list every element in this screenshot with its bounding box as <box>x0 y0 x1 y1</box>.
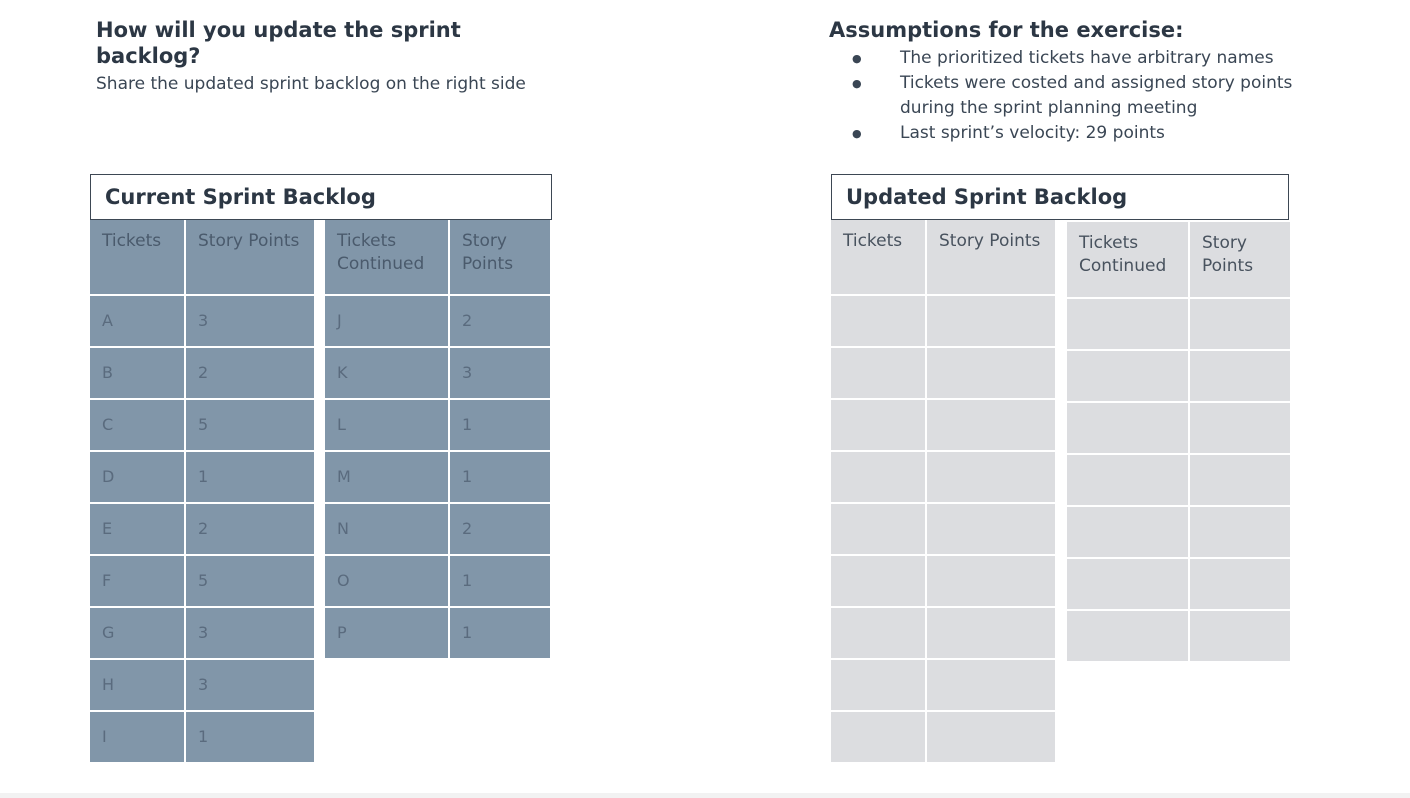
column-header-story-points: Story Points <box>1190 222 1290 297</box>
table-row <box>90 556 314 606</box>
table-row <box>90 452 314 502</box>
table-row <box>90 348 314 398</box>
ticket-cell: L <box>325 400 448 450</box>
updated-backlog-title: Updated Sprint Backlog <box>831 174 1289 220</box>
ticket-cell: G <box>90 608 184 658</box>
empty-points-cell[interactable] <box>1190 507 1290 557</box>
empty-ticket-cell[interactable] <box>1067 559 1188 609</box>
updated-backlog-table-left <box>829 218 1057 764</box>
table-row <box>831 556 1055 606</box>
assumption-item: ● Tickets were costed and assigned story points during the sprint planning meeting <box>829 71 1309 121</box>
table-row <box>1067 559 1290 609</box>
ticket-cell: E <box>90 504 184 554</box>
ticket-cell: F <box>90 556 184 606</box>
ticket-cell: P <box>325 608 448 658</box>
table-row <box>90 504 314 554</box>
ticket-cell: C <box>90 400 184 450</box>
empty-ticket-cell[interactable] <box>831 608 925 658</box>
points-cell: 5 <box>186 400 314 450</box>
table-row <box>831 660 1055 710</box>
table-row <box>1067 299 1290 349</box>
table-row <box>1067 351 1290 401</box>
points-cell: 1 <box>186 712 314 762</box>
empty-points-cell[interactable] <box>1190 455 1290 505</box>
table-row <box>90 660 314 710</box>
points-cell: 2 <box>186 504 314 554</box>
table-row <box>325 296 550 346</box>
empty-ticket-cell[interactable] <box>831 504 925 554</box>
current-backlog-table-right <box>323 218 552 660</box>
column-header-tickets-continued: Tickets Continued <box>1067 222 1188 297</box>
table-row <box>325 504 550 554</box>
points-cell: 3 <box>186 296 314 346</box>
table-row <box>325 452 550 502</box>
empty-points-cell[interactable] <box>927 660 1055 710</box>
ticket-cell: M <box>325 452 448 502</box>
empty-ticket-cell[interactable] <box>1067 403 1188 453</box>
table-row <box>325 348 550 398</box>
empty-ticket-cell[interactable] <box>1067 611 1188 661</box>
table-row <box>90 400 314 450</box>
ticket-cell: B <box>90 348 184 398</box>
table-row <box>831 452 1055 502</box>
empty-ticket-cell[interactable] <box>1067 507 1188 557</box>
table-row <box>90 296 314 346</box>
points-cell: 2 <box>450 504 550 554</box>
empty-ticket-cell[interactable] <box>831 712 925 762</box>
assumption-item: ● Last sprint’s velocity: 29 points <box>829 121 1309 146</box>
empty-points-cell[interactable] <box>927 556 1055 606</box>
ticket-cell: A <box>90 296 184 346</box>
empty-points-cell[interactable] <box>1190 299 1290 349</box>
empty-ticket-cell[interactable] <box>831 660 925 710</box>
table-row <box>90 712 314 762</box>
empty-points-cell[interactable] <box>1190 403 1290 453</box>
empty-points-cell[interactable] <box>927 452 1055 502</box>
empty-ticket-cell[interactable] <box>831 452 925 502</box>
empty-ticket-cell[interactable] <box>1067 351 1188 401</box>
table-row <box>325 608 550 658</box>
table-row <box>325 400 550 450</box>
empty-points-cell[interactable] <box>1190 351 1290 401</box>
column-header-story-points: Story Points <box>927 220 1055 294</box>
empty-points-cell[interactable] <box>927 712 1055 762</box>
table-row <box>831 712 1055 762</box>
column-header-story-points: Story Points <box>186 220 314 294</box>
empty-points-cell[interactable] <box>1190 559 1290 609</box>
points-cell: 5 <box>186 556 314 606</box>
updated-backlog-table-right <box>1065 220 1292 663</box>
table-row <box>90 608 314 658</box>
points-cell: 1 <box>450 608 550 658</box>
table-row <box>831 400 1055 450</box>
empty-ticket-cell[interactable] <box>1067 455 1188 505</box>
assumptions-heading: Assumptions for the exercise: <box>829 18 1184 42</box>
empty-ticket-cell[interactable] <box>1067 299 1188 349</box>
ticket-cell: I <box>90 712 184 762</box>
assumptions-list <box>829 46 1309 146</box>
table-row <box>1067 403 1290 453</box>
table-row <box>831 504 1055 554</box>
empty-points-cell[interactable] <box>927 348 1055 398</box>
column-header-tickets: Tickets <box>90 220 184 294</box>
empty-points-cell[interactable] <box>1190 611 1290 661</box>
ticket-cell: K <box>325 348 448 398</box>
empty-points-cell[interactable] <box>927 608 1055 658</box>
points-cell: 2 <box>450 296 550 346</box>
ticket-cell: N <box>325 504 448 554</box>
assumption-item: ● The prioritized tickets have arbitrary names <box>829 46 1309 71</box>
column-header-tickets: Tickets <box>831 220 925 294</box>
current-backlog-table-left <box>88 218 316 764</box>
table-row <box>1067 507 1290 557</box>
column-header-tickets-continued: Tickets Continued <box>325 220 448 294</box>
instruction-text: Share the updated sprint backlog on the right side <box>96 74 526 94</box>
points-cell: 1 <box>450 556 550 606</box>
table-row <box>1067 455 1290 505</box>
ticket-cell: J <box>325 296 448 346</box>
points-cell: 1 <box>186 452 314 502</box>
ticket-cell: H <box>90 660 184 710</box>
points-cell: 1 <box>450 400 550 450</box>
ticket-cell: O <box>325 556 448 606</box>
page-footer-strip <box>0 793 1410 798</box>
table-row <box>325 556 550 606</box>
table-row <box>831 348 1055 398</box>
points-cell: 3 <box>186 660 314 710</box>
empty-points-cell[interactable] <box>927 400 1055 450</box>
points-cell: 2 <box>186 348 314 398</box>
empty-ticket-cell[interactable] <box>831 400 925 450</box>
empty-ticket-cell[interactable] <box>831 348 925 398</box>
page-heading: How will you update the sprint backlog? <box>96 18 461 68</box>
ticket-cell: D <box>90 452 184 502</box>
empty-points-cell[interactable] <box>927 504 1055 554</box>
current-backlog-title: Current Sprint Backlog <box>90 174 552 220</box>
empty-ticket-cell[interactable] <box>831 296 925 346</box>
column-header-story-points: Story Points <box>450 220 550 294</box>
table-row <box>831 608 1055 658</box>
points-cell: 3 <box>186 608 314 658</box>
empty-points-cell[interactable] <box>927 296 1055 346</box>
table-row <box>831 296 1055 346</box>
points-cell: 3 <box>450 348 550 398</box>
empty-ticket-cell[interactable] <box>831 556 925 606</box>
table-row <box>1067 611 1290 661</box>
points-cell: 1 <box>450 452 550 502</box>
